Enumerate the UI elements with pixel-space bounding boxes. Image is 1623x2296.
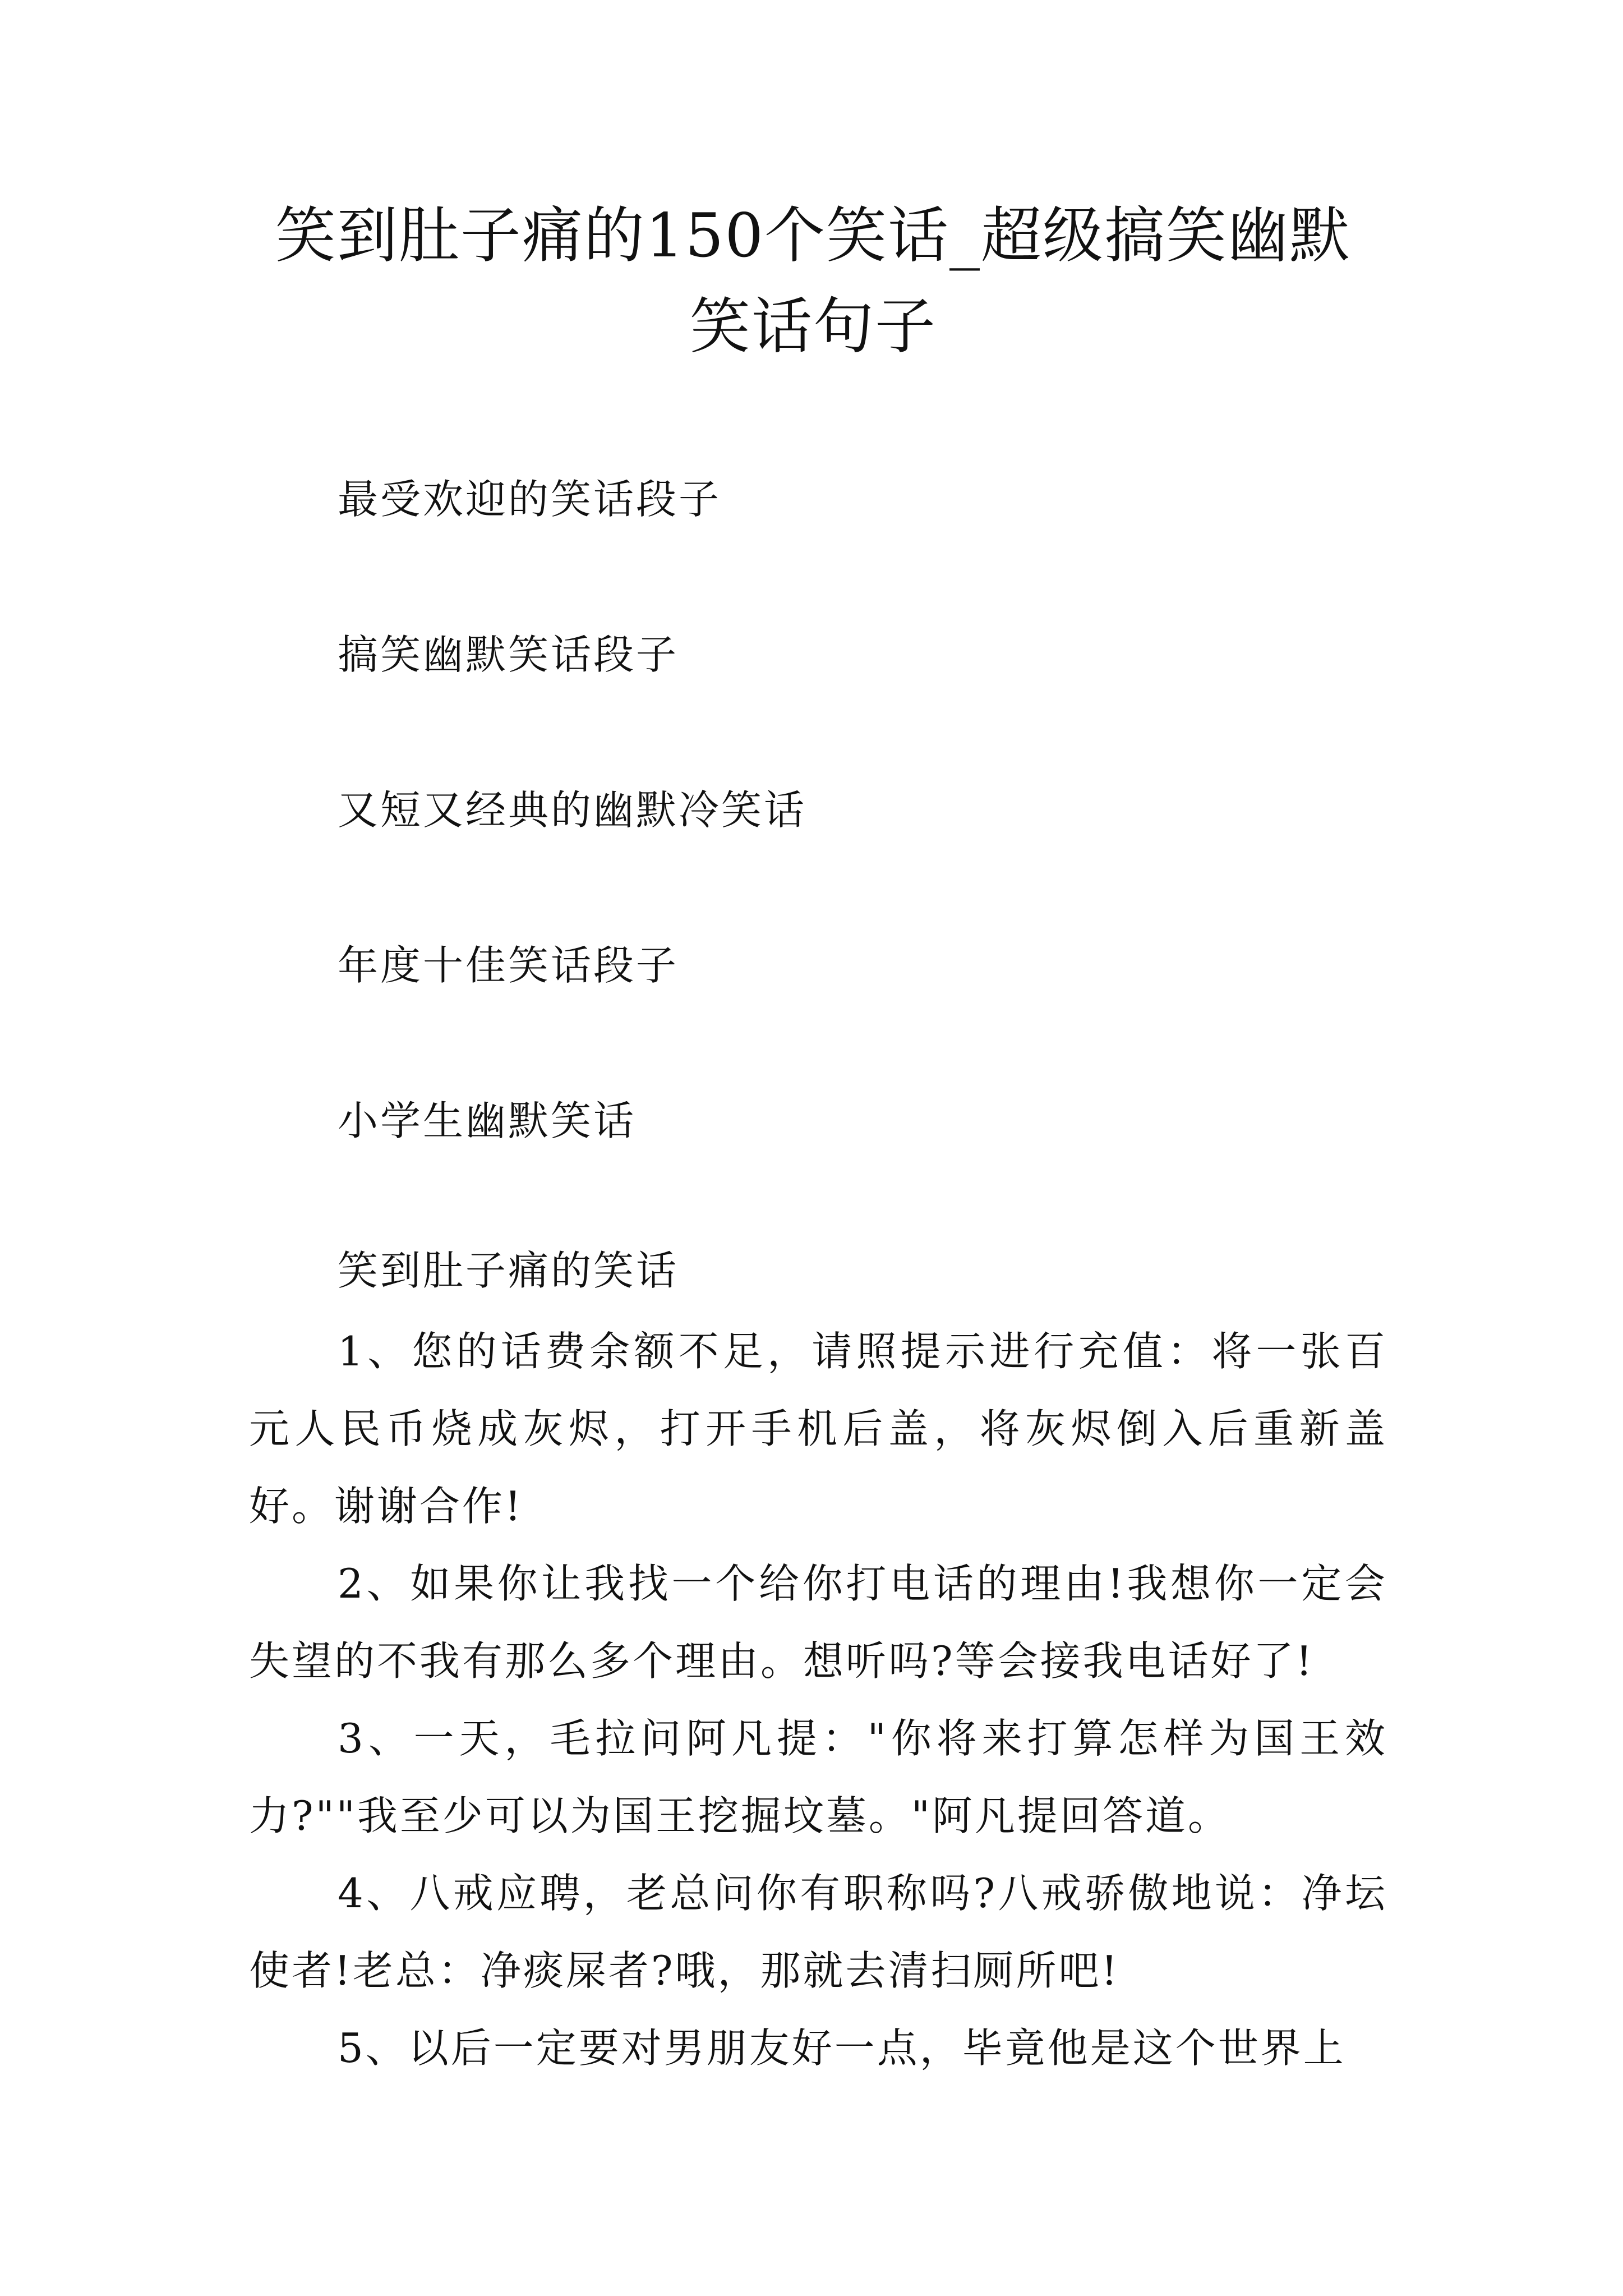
- toc-item: 又短又经典的幽默冷笑话: [338, 786, 807, 834]
- toc-item: 小学生幽默笑话: [338, 1097, 637, 1144]
- toc-item: 年度十佳笑话段子: [338, 942, 679, 989]
- toc-item: 最受欢迎的笑话段子: [338, 476, 722, 523]
- joke-paragraph: 5、以后一定要对男朋友好一点，毕竟他是这个世界上: [338, 2024, 1346, 2072]
- toc-list: [338, 468, 806, 1245]
- joke-paragraph: 3、一天，毛拉问阿凡提："你将来打算怎样为国王效力?""我至少可以为国王挖掘坟墓。"阿凡提回答道。: [249, 1715, 1387, 1839]
- section-heading: 笑到肚子痛的笑话: [338, 1247, 679, 1294]
- joke-paragraph: 4、八戒应聘，老总问你有职称吗?八戒骄傲地说：净坛使者!老总：净痰屎者?哦，那就去清扫厕所吧!: [249, 1870, 1387, 1994]
- joke-paragraph: 1、您的话费余额不足，请照提示进行充值：将一张百元人民币烧成灰烬，打开手机后盖，将灰烬倒入后重新盖好。谢谢合作!: [249, 1328, 1387, 1530]
- joke-paragraph: 2、如果你让我找一个给你打电话的理由!我想你一定会失望的不我有那么多个理由。想听吗?等会接我电话好了!: [249, 1560, 1387, 1685]
- toc-item: 搞笑幽默笑话段子: [338, 631, 679, 678]
- document-title: 笑到肚子痛的150个笑话_超级搞笑幽默笑话句子: [275, 201, 1352, 362]
- joke-list: [249, 1313, 1387, 2087]
